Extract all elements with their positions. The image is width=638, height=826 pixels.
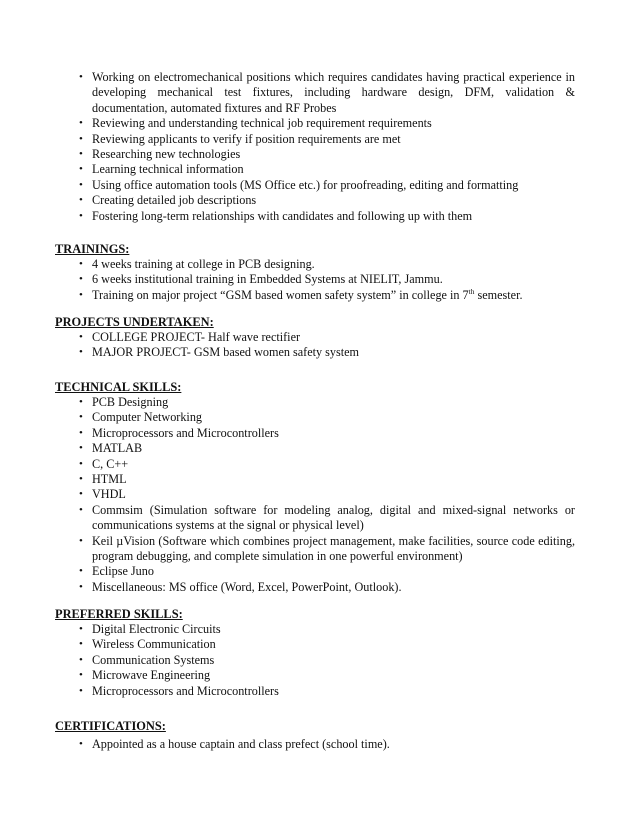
ordinal-suffix: th bbox=[468, 286, 475, 296]
list-item bbox=[55, 209, 575, 224]
training-major-project-tail: semester. bbox=[474, 287, 523, 302]
list-item bbox=[55, 684, 575, 699]
bullet-icon: • bbox=[79, 209, 83, 222]
experience-item-text: Reviewing and understanding technical job requirement requirements bbox=[92, 116, 432, 131]
list-item bbox=[55, 564, 575, 579]
certifications-section bbox=[55, 718, 575, 752]
bullet-icon: • bbox=[79, 411, 83, 424]
bullet-icon: • bbox=[79, 488, 83, 501]
project-item-text: COLLEGE PROJECT- Half wave rectifier bbox=[92, 330, 301, 344]
list-item bbox=[55, 178, 575, 193]
list-item bbox=[55, 288, 575, 303]
bullet-icon: • bbox=[79, 669, 83, 682]
list-item bbox=[55, 580, 575, 595]
trainings-heading: TRAININGS: bbox=[55, 242, 130, 256]
skill-item-text: VHDL bbox=[92, 487, 126, 502]
technical-skills-section bbox=[55, 379, 575, 595]
projects-list bbox=[55, 330, 575, 361]
trainings-section bbox=[55, 241, 575, 303]
bullet-icon: • bbox=[79, 331, 83, 343]
training-item-text: 4 weeks training at college in PCB designing. bbox=[92, 257, 315, 271]
list-item bbox=[55, 637, 575, 652]
list-item bbox=[55, 193, 575, 208]
bullet-icon: • bbox=[79, 623, 83, 635]
projects-section bbox=[55, 314, 575, 361]
skill-item-text: Commsim (Simulation software for modeling analog, digital and mixed-signal networks or communications systems at the signal or physical level) bbox=[92, 502, 575, 533]
list-item bbox=[55, 668, 575, 683]
bullet-icon: • bbox=[79, 148, 83, 161]
training-major-project-main: Training on major project “GSM based women safety system” in college in 7 bbox=[92, 287, 469, 302]
list-item bbox=[55, 257, 575, 272]
technical-skills-heading: TECHNICAL SKILLS: bbox=[55, 380, 182, 394]
list-item bbox=[55, 534, 575, 565]
experience-item-text: Creating detailed job descriptions bbox=[92, 193, 257, 208]
list-item bbox=[55, 70, 575, 116]
preferred-skills-heading: PREFERRED SKILLS: bbox=[55, 607, 183, 621]
technical-skills-list bbox=[55, 395, 575, 595]
list-item bbox=[55, 162, 575, 177]
bullet-icon: • bbox=[79, 580, 83, 593]
list-item bbox=[55, 653, 575, 668]
experience-item-text: Fostering long-term relationships with candidates and following up with them bbox=[92, 208, 473, 223]
skill-item-text: Eclipse Juno bbox=[92, 564, 154, 579]
preferred-skill-text: Digital Electronic Circuits bbox=[92, 622, 221, 636]
list-item bbox=[55, 147, 575, 162]
certifications-heading: CERTIFICATIONS: bbox=[55, 719, 166, 733]
skill-item-text: Computer Networking bbox=[92, 410, 203, 425]
project-item-text: MAJOR PROJECT- GSM based women safety system bbox=[92, 345, 359, 360]
bullet-icon: • bbox=[79, 426, 83, 439]
bullet-icon: • bbox=[79, 273, 83, 286]
bullet-icon: • bbox=[79, 738, 83, 750]
preferred-skills-list bbox=[55, 622, 575, 699]
experience-item-text: Working on electromechanical positions which requires candidates having practical experience in developing mechanical test fixtures, including hardware design, DFM, validation & documentation, automated fixtures and RF Probes bbox=[92, 70, 575, 115]
preferred-skills-section bbox=[55, 606, 575, 699]
bullet-icon: • bbox=[79, 194, 83, 207]
experience-section bbox=[55, 70, 575, 224]
experience-list bbox=[55, 70, 575, 224]
skill-item-text: PCB Designing bbox=[92, 395, 169, 409]
bullet-icon: • bbox=[79, 346, 83, 359]
trainings-list bbox=[55, 257, 575, 303]
bullet-icon: • bbox=[79, 503, 83, 516]
bullet-icon: • bbox=[79, 258, 83, 270]
list-item bbox=[55, 737, 575, 752]
list-item bbox=[55, 503, 575, 534]
bullet-icon: • bbox=[79, 178, 83, 191]
bullet-icon: • bbox=[79, 684, 83, 697]
certification-item-text: Appointed as a house captain and class prefect (school time). bbox=[92, 737, 390, 751]
bullet-icon: • bbox=[79, 71, 83, 83]
experience-item-text: Reviewing applicants to verify if position requirements are met bbox=[92, 131, 401, 146]
experience-item-text: Using office automation tools (MS Office etc.) for proofreading, editing and formatting bbox=[92, 177, 519, 192]
skill-item-text: C, C++ bbox=[92, 456, 129, 471]
preferred-skill-text: Microprocessors and Microcontrollers bbox=[92, 683, 279, 698]
training-major-project-text bbox=[92, 288, 523, 302]
list-item bbox=[55, 457, 575, 472]
bullet-icon: • bbox=[79, 638, 83, 651]
skill-item-text: Keil µVision (Software which combines project management, make facilities, source code editing, program debugging, and complete simulation in one powerful environment) bbox=[92, 533, 575, 564]
preferred-skill-text: Communication Systems bbox=[92, 652, 215, 667]
preferred-skill-text: Wireless Communication bbox=[92, 637, 216, 652]
certifications-list bbox=[55, 737, 575, 752]
list-item bbox=[55, 395, 575, 410]
bullet-icon: • bbox=[79, 396, 83, 408]
projects-heading: PROJECTS UNDERTAKEN: bbox=[55, 315, 214, 329]
experience-item-text: Researching new technologies bbox=[92, 147, 241, 162]
bullet-icon: • bbox=[79, 653, 83, 666]
training-item-text: 6 weeks institutional training in Embedded Systems at NIELIT, Jammu. bbox=[92, 272, 443, 287]
skill-item-text: Miscellaneous: MS office (Word, Excel, PowerPoint, Outlook). bbox=[92, 579, 402, 594]
skill-item-text: HTML bbox=[92, 472, 127, 487]
list-item bbox=[55, 132, 575, 147]
bullet-icon: • bbox=[79, 132, 83, 145]
experience-item-text: Learning technical information bbox=[92, 162, 244, 177]
skill-item-text: MATLAB bbox=[92, 441, 143, 456]
bullet-icon: • bbox=[79, 565, 83, 578]
bullet-icon: • bbox=[79, 534, 83, 547]
list-item bbox=[55, 272, 575, 287]
list-item bbox=[55, 116, 575, 131]
bullet-icon: • bbox=[79, 442, 83, 455]
list-item bbox=[55, 622, 575, 637]
list-item bbox=[55, 410, 575, 425]
list-item bbox=[55, 426, 575, 441]
list-item bbox=[55, 345, 575, 360]
bullet-icon: • bbox=[79, 163, 83, 176]
list-item bbox=[55, 441, 575, 456]
bullet-icon: • bbox=[79, 457, 83, 470]
bullet-icon: • bbox=[79, 117, 83, 130]
preferred-skill-text: Microwave Engineering bbox=[92, 668, 211, 683]
bullet-icon: • bbox=[79, 473, 83, 486]
list-item bbox=[55, 330, 575, 345]
list-item bbox=[55, 487, 575, 502]
bullet-icon: • bbox=[79, 288, 83, 301]
skill-item-text: Microprocessors and Microcontrollers bbox=[92, 425, 279, 440]
list-item bbox=[55, 472, 575, 487]
